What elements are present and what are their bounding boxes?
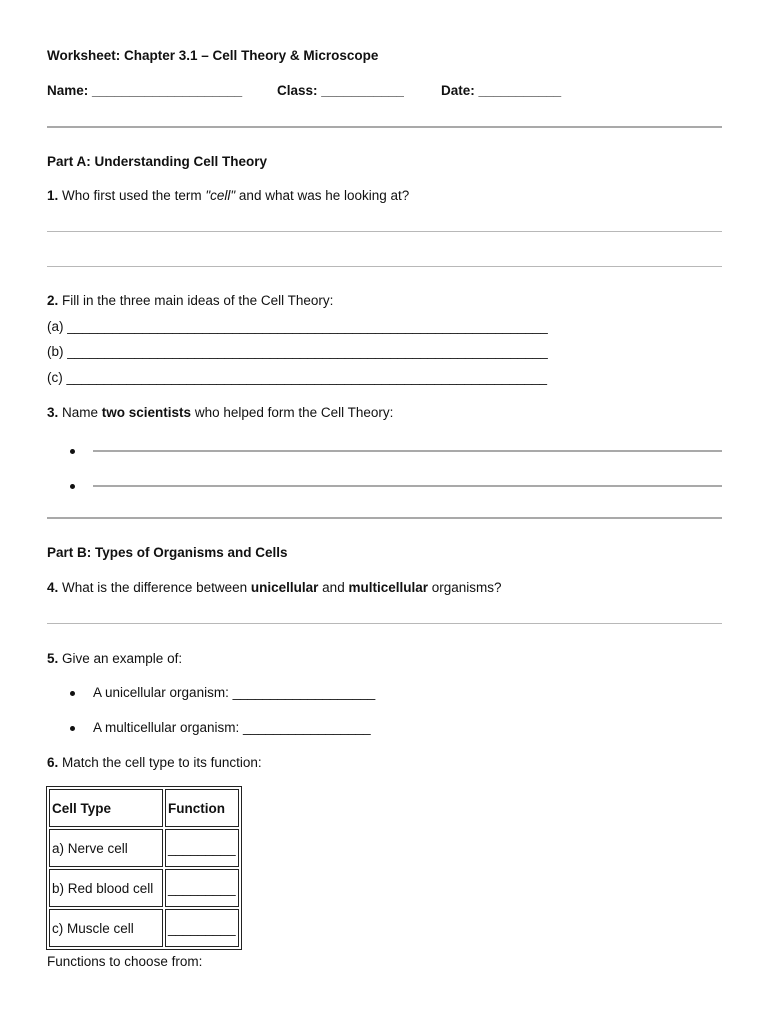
answer-line-1a[interactable] xyxy=(47,231,722,232)
cell-theory-blank-c[interactable]: (c) ________________________________________________________________ xyxy=(47,370,548,385)
function-blank[interactable]: _________ xyxy=(165,829,239,867)
question-5-number: 5. xyxy=(47,651,59,666)
table-row xyxy=(49,869,239,907)
multicellular-example-field[interactable]: A multicellular organism: _________________ xyxy=(93,720,371,735)
matching-table xyxy=(46,786,242,950)
question-3 xyxy=(47,405,393,420)
section-divider xyxy=(47,126,722,128)
question-4-text-mid: and xyxy=(318,580,349,595)
table-header-row xyxy=(49,789,239,827)
question-1-text-post: and what was he looking at? xyxy=(235,188,410,203)
question-3-text-post: who helped form the Cell Theory: xyxy=(191,405,394,420)
question-4-term-1: unicellular xyxy=(250,580,319,595)
question-6-number: 6. xyxy=(47,755,59,770)
question-2-text: Fill in the three main ideas of the Cell Theory: xyxy=(58,293,334,308)
cell-theory-blank-a[interactable]: (a) ________________________________________________________________ xyxy=(47,319,548,334)
question-3-number: 3. xyxy=(47,405,59,420)
cell-type-name: a) Nerve cell xyxy=(49,829,163,867)
question-3-emphasis: two scientists xyxy=(101,405,192,420)
question-4-number: 4. xyxy=(47,580,59,595)
question-4 xyxy=(47,580,502,595)
question-1-term: "cell" xyxy=(205,188,236,203)
functions-label: Functions to choose from: xyxy=(47,954,203,969)
function-blank[interactable]: _________ xyxy=(165,909,239,947)
table-header-function: Function xyxy=(165,789,239,827)
question-4-text-post: organisms? xyxy=(427,580,502,595)
question-6 xyxy=(47,755,262,770)
worksheet-title: Worksheet: Chapter 3.1 – Cell Theory & Microscope xyxy=(47,48,379,63)
bullet-icon xyxy=(70,449,75,454)
table-row xyxy=(49,909,239,947)
function-blank[interactable]: _________ xyxy=(165,869,239,907)
bullet-icon xyxy=(70,691,75,696)
cell-type-name: b) Red blood cell xyxy=(49,869,163,907)
scientist-answer-line-2[interactable] xyxy=(93,485,722,487)
bullet-icon xyxy=(70,484,75,489)
name-field[interactable]: Name: ____________________ xyxy=(47,83,243,98)
question-2 xyxy=(47,293,333,308)
question-6-text: Match the cell type to its function: xyxy=(58,755,262,770)
cell-type-name: c) Muscle cell xyxy=(49,909,163,947)
cell-theory-blank-b[interactable]: (b) ________________________________________________________________ xyxy=(47,344,548,359)
question-5 xyxy=(47,651,182,666)
question-1-text-pre: Who first used the term xyxy=(58,188,206,203)
bullet-icon xyxy=(70,726,75,731)
scientist-answer-line-1[interactable] xyxy=(93,450,722,452)
question-4-term-2: multicellular xyxy=(348,580,428,595)
part-a-heading: Part A: Understanding Cell Theory xyxy=(47,154,268,169)
question-2-number: 2. xyxy=(47,293,59,308)
part-b-heading: Part B: Types of Organisms and Cells xyxy=(47,545,288,560)
unicellular-example-field[interactable]: A unicellular organism: ___________________ xyxy=(93,685,376,700)
answer-line-4[interactable] xyxy=(47,623,722,624)
section-divider xyxy=(47,517,722,519)
question-5-text: Give an example of: xyxy=(58,651,183,666)
table-header-cell-type: Cell Type xyxy=(49,789,163,827)
date-field[interactable]: Date: ___________ xyxy=(441,83,562,98)
question-1 xyxy=(47,188,409,203)
question-3-text-pre: Name xyxy=(58,405,102,420)
question-4-text-pre: What is the difference between xyxy=(58,580,251,595)
answer-line-1b[interactable] xyxy=(47,266,722,267)
class-field[interactable]: Class: ___________ xyxy=(277,83,404,98)
question-1-number: 1. xyxy=(47,188,59,203)
table-row xyxy=(49,829,239,867)
